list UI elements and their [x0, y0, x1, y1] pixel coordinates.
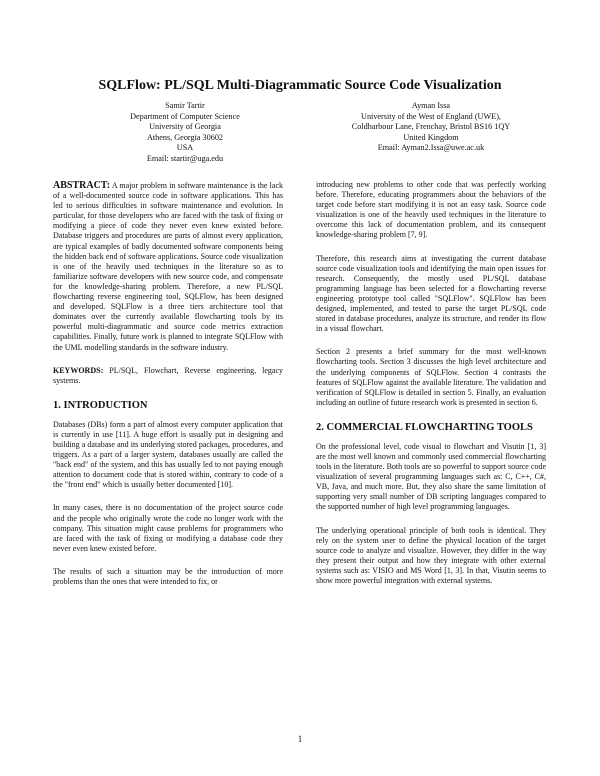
keywords — [53, 366, 283, 386]
paragraph: Section 2 presents a brief summary for the most well-known flowcharting tools. Section 3 discusses the high level architecture and the underlying components of SQLFlow. Section 4 contrasts the features of SQLFlow against the available literature. The validation and verification of SQLFlow is detailed in section 5. Finally, an evaluation including an outline of future research work is presented in section 6. — [316, 347, 546, 407]
page-number: 1 — [297, 734, 303, 744]
right-column — [316, 180, 546, 599]
keywords-label: KEYWORDS: — [53, 365, 104, 375]
author-name: Ayman Issa — [411, 101, 451, 110]
author-email: Email: Ayman2.Issa@uwe.ac.uk — [377, 143, 485, 153]
author-address: Athens, Georgia 30602 — [146, 132, 224, 142]
abstract-text: A major problem in software maintenance is the lack of a well-documented source code in software applications. This has led to serious difficulties in software maintenance and evolution. In particular, for those developers who are faced with the task of fixing or modifying a piece of code they never even knew existed before. Database triggers and procedures are parts of almost every application, are typical examples of badly documented software components being the hidden back end of software applications. Source code visualization is one of the heavily used techniques in the literature so as to familiarize software developers with new source code, and compensate for the knowledge-sharing problem. Therefore, a new PL/SQL flowcharting reverse engineering tool, SQLFlow, has been designed and developed. SQLFlow is a three tiers architecture tool that dominates over the currently available flowcharting tools by its powerful multi-diagrammatic and source code metrics extraction capabilities. Finally, future work is planned to integrate SQLFlow with the UML modelling standards in the software industry. — [53, 181, 283, 352]
abstract-label: ABSTRACT: — [53, 180, 111, 191]
author-country: United Kingdom — [403, 132, 459, 142]
keywords-text: PL/SQL, Flowchart, Reverse engineering, legacy systems. — [53, 365, 284, 385]
author-country: USA — [176, 143, 194, 153]
paragraph: The results of such a situation may be the introduction of more problems than the ones that were intended to fix, or — [53, 566, 283, 586]
paper-title: SQLFlow: PL/SQL Multi-Diagrammatic Source Code Visualization — [98, 78, 502, 93]
section-heading-introduction: 1. INTRODUCTION — [53, 399, 148, 411]
paragraph: In many cases, there is no documentation of the project source code and the people who originally wrote the code no longer work with the company. This situation might cause problems for programmers who are faced with the task of fixing or modifying a database code they never even knew existed before. — [53, 503, 283, 553]
author-affiliation: University of the West of England (UWE), — [361, 111, 501, 121]
author-name: Samir Tartir — [165, 101, 205, 110]
section-heading-commercial-tools: 2. COMMERCIAL FLOWCHARTING TOOLS — [316, 421, 533, 433]
author-block-1 — [70, 101, 300, 165]
left-column — [53, 181, 283, 600]
abstract — [53, 181, 283, 353]
author-address: Coldharbour Lane, Frenchay, Bristol BS16 1QY — [351, 122, 511, 132]
paragraph: Therefore, this research aims at investigating the current database source code visualization tools and identifying the main open issues for research. Consequently, the mostly used PL/SQL database programming language has been selected for a flowcharting reverse engineering prototype tool called "SQLFlow". SQLFlow has been designed, implemented, and tested to parse the target PL/SQL code stored in database procedures, analyze its structure, and render its flow in a visual flowchart. — [316, 253, 546, 334]
author-email: Email: startir@uga.edu — [146, 153, 224, 163]
paragraph: The underlying operational principle of both tools is identical. They rely on the system user to define the physical location of the target source code to analyze and visualize. However, they differ in the way they present their output and how they integrate with other external systems such as: VISIO and MS Word [1, 3]. In that, Visutin seems to show more powerful integration with external systems. — [316, 525, 546, 585]
paragraph: Databases (DBs) form a part of almost every computer application that is currently in use [11]. A huge effort is usually put in designing and building a database and its underlying stored packages, procedures, and triggers. As a part of a larger system, databases usually are called the "back end" of the system, and this has usually led to not paying enough attention to document code that is stored within, contrary to code of a the "front end" which is usually better documented [10]. — [53, 419, 283, 490]
author-block-2 — [316, 101, 546, 154]
paragraph: introducing new problems to other code that was perfectly working before. Therefore, educating programmers about the behaviors of the target code before start modifying it is not an easy task. Source code visualization is one of the heavily used techniques in the literature to overcome this lack of documentation problem, and its consequent knowledge-sharing problem [7, 9]. — [316, 180, 546, 240]
paragraph: On the professional level, code visual to flowchart and Visutin [1, 3] are the most well known and commonly used commercial flowcharting tools in the literature. Both tools are so powerful to support source code visualization of several programming languages such as: C, C++, C#, VB, Java, and much more. But, they also share the same limitation of supporting very small number of DB scripting languages compared to the supported number of high level programming languages. — [316, 441, 546, 512]
author-affiliation: University of Georgia — [149, 122, 221, 132]
author-affiliation: Department of Computer Science — [130, 111, 240, 121]
